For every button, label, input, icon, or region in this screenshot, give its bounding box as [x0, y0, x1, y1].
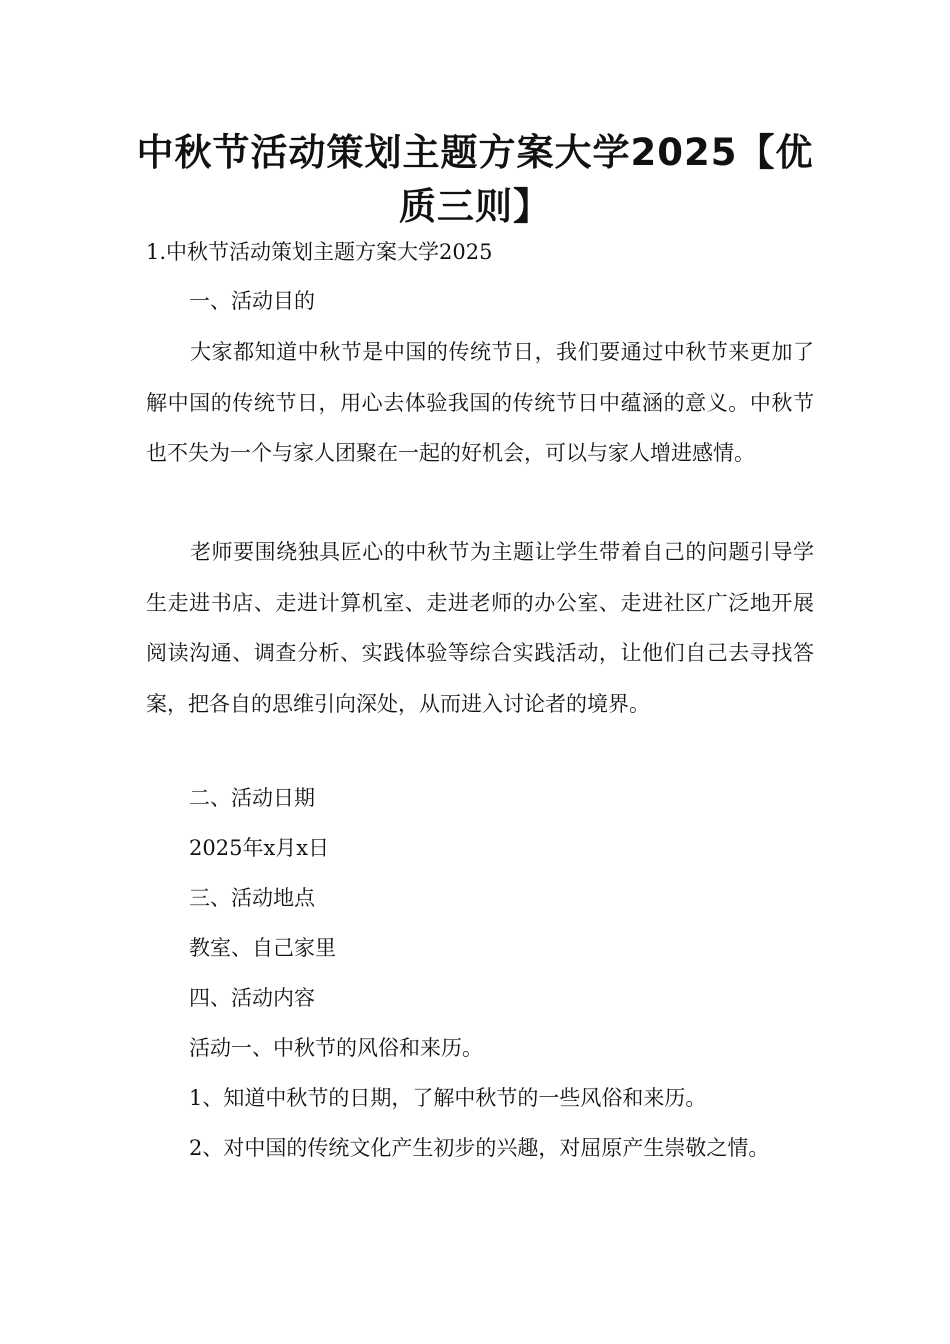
part1-heading: 一、活动目的 — [189, 289, 315, 313]
part2-heading: 二、活动日期 — [189, 786, 315, 810]
part1-paragraph-2: 老师要围绕独具匠心的中秋节为主题让学生带着自己的问题引导学生走进书店、走进计算机室、走进老师的办公室、走进社区广泛地开展阅读沟通、调查分析、实践体验等综合实践活动，让他们自己去寻找答案，把各自的思维引向深处，从而进入讨论者的境界。 — [146, 540, 814, 716]
activity-1-title: 活动一、中秋节的风俗和来历。 — [189, 1036, 483, 1060]
activity-1-item-1: 1、知道中秋节的日期，了解中秋节的一些风俗和来历。 — [189, 1086, 707, 1110]
part4-heading: 四、活动内容 — [189, 986, 315, 1010]
activity-location: 教室、自己家里 — [189, 936, 336, 960]
section-heading: 1.中秋节活动策划主题方案大学2025 — [146, 240, 493, 264]
activity-date: 2025年x月x日 — [189, 836, 330, 860]
part3-heading: 三、活动地点 — [189, 886, 315, 910]
part1-paragraph-1: 大家都知道中秋节是中国的传统节日，我们要通过中秋节来更加了解中国的传统节日，用心去体验我国的传统节日中蕴涵的意义。中秋节也不失为一个与家人团聚在一起的好机会，可以与家人增进感情。 — [146, 340, 814, 465]
activity-1-item-2: 2、对中国的传统文化产生初步的兴趣，对屈原产生崇敬之情。 — [189, 1136, 770, 1160]
document-title: 中秋节活动策划主题方案大学2025【优质三则】 — [136, 131, 814, 228]
